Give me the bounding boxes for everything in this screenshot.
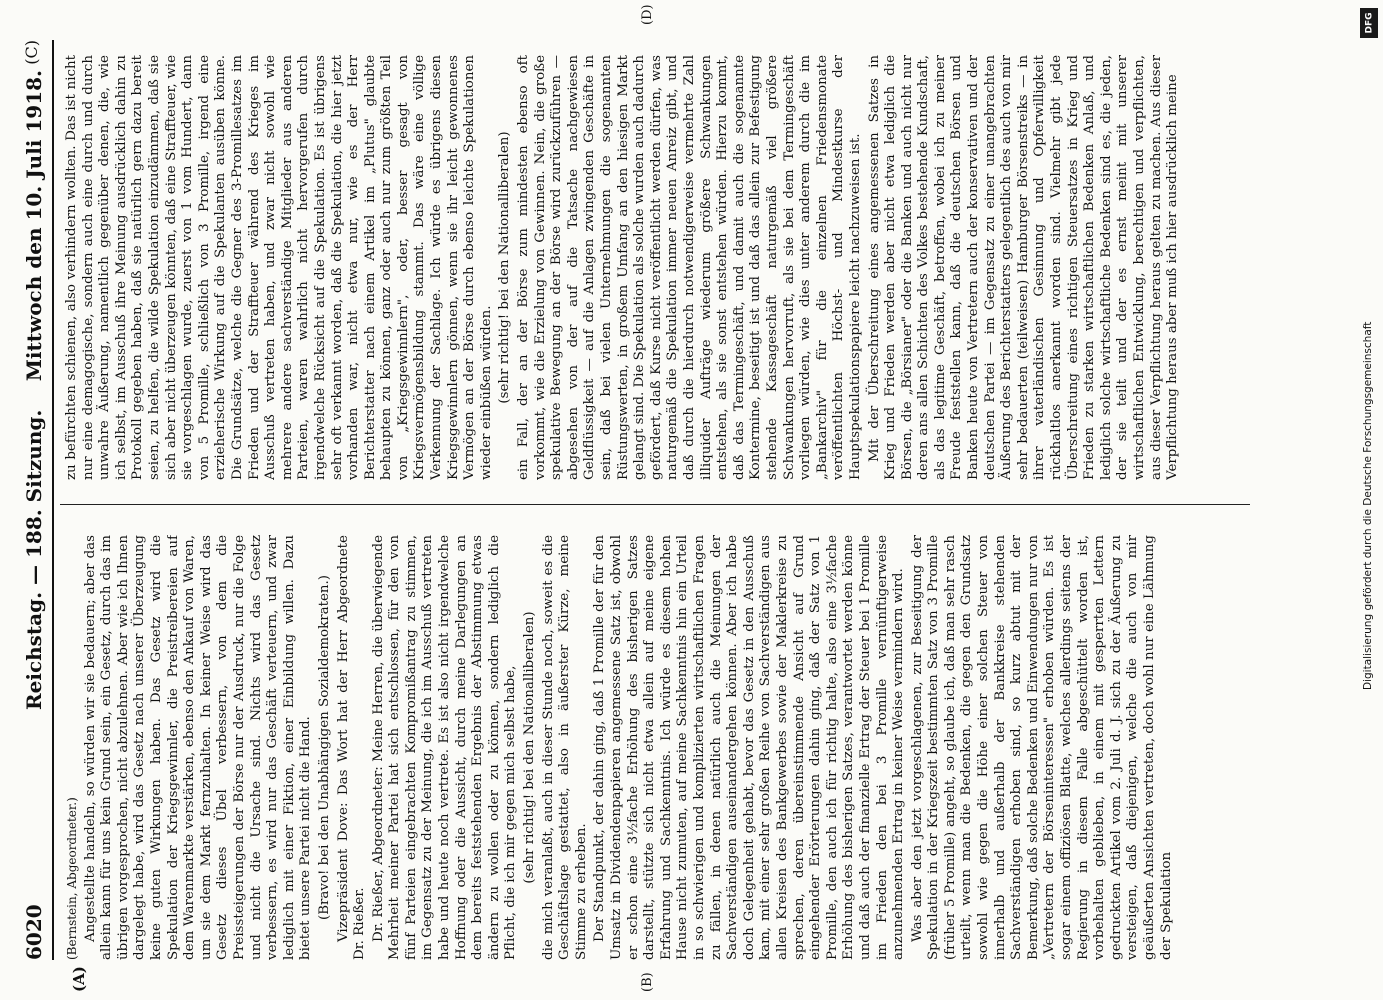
margin-mark-c: (C) (22, 40, 41, 65)
left-text-column (64, 535, 1244, 960)
page-number: 6020 (22, 904, 46, 960)
session-date: Mittwoch den 10. Juli 1918. (22, 70, 46, 382)
left-paragraph-6: (sehr richtig! bei den Nationalliberalen) (522, 611, 538, 884)
margin-mark-a: (A) (70, 966, 88, 992)
left-paragraph-4: Vizepräsident Dove: Das Wort hat der Herr Abgeordnete Dr. Rießer. (335, 535, 368, 960)
left-paragraph-8: Der Standpunkt, der dahin ging, daß 1 Promille der für den Umsatz in Dividendenpapieren angemessene Satz ist, obwohl er schon eine 3½fache Erhöhung des bisherigen Satzes darstellt, stützte sich nicht etwa allein auf meine eigene Erfahrung und Sachkenntnis. Ich würde es diesem hohen Hause nicht zumuten, auf meine Sachkenntnis hin ein Urteil in so schwierigen und komplizierten wirtschaftlichen Fragen zu fällen, in denen natürlich auch die Meinungen der Sachverständigen auseinandergehen können. Aber ich habe doch Gelegenheit gehabt, bevor das Gesetz in den Ausschuß kam, mit einer sehr großen Reihe von Sachverständigen aus allen Kreisen des Bankgewerbes sowie der Maklerkreise zu sprechen, deren übereinstimmende Ansicht auf Grund eingehender Erörterungen dahin ging, daß der Satz von 1 Promille, den auch ich für richtig halte, also eine 3½fache Erhöhung des bisherigen Satzes, verantwortet werden könne und daß auch der finanzielle Ertrag der Steuer bei 1 Promille im Frieden den bei 3 Promille vernünftigerweise anzunehmenden Ertrag in keiner Weise vermindern wird. (592, 535, 907, 960)
left-paragraph-1: (Bernstein, Abgeordneter.) (65, 797, 79, 960)
left-paragraph-3: (Bravo! bei den Unabhängigen Sozialdemokraten.) (316, 574, 332, 921)
right-paragraph-3: ein Fall, der an der Börse zum mindesten ebenso oft vorkommt, wie die Erzielung von Gewinnen. Nein, die große spekulative Bewegung an der Börse wird zurückzuführen — abgesehen von der auf die Tatsache nachgewiesen Geldflüssigkeit — auf die Anlagen zwingenden Geschäfte in sein, daß bei vielen Unternehmungen die sogenannten Rüstungswerten, in großem Umfang an den hiesigen Markt gelangt sind. Die Spekulation als solche wurden auch dadurch gefördert, daß Kurse nicht veröffentlicht werden dürfen, was naturgemäß die Spekulation immer neuen Anreiz gibt, und daß durch die hierdurch notwendigerweise vermehrte Zahl illiquider Aufträge wiederum größere Schwankungen entstehen, als sie sonst entstehen würden. Hierzu kommt, daß das Termingeschäft, und damit auch die sogenannte Kontermine, beseitigt ist und daß das allein zur Befestigung stehende Kassageschäft naturgemäß viel größere Schwankungen hervorruft, als sie bei dem Termingeschäft vorliegen würden, wie dies unter anderem durch die im „Bankarchiv" für die einzelnen Friedensmonate veröffentlichten Höchst- und Mindestkurse der Hauptspekulationspapiere leicht nachzuweisen ist. (516, 55, 863, 480)
left-paragraph-2: Angestellte handeln, so würden wir sie bedauern; aber das allein kann für uns kein Grund sein, ein Gesetz, durch das im übrigen vorgesprochen, nicht abzulehnen. Aber wie ich Ihnen dargelegt habe, wird das Gesetz nach unserer Überzeugung keine guten Wirkungen haben. Das Gesetz wird die Spekulation der Kriegsgewinnler, die Preistreibereien auf dem Warenmarkte verstärken, ebenso den Ankauf von Waren, um sie dem Markt fernzuhalten. In keiner Weise wird das Gesetz dieses Übel verbessern, von dem die Preissteigerungen der Börse nur der Ausdruck, nur die Folge und nicht die Ursache sind. Nichts wird das Gesetz verbessern, es wird nur das Geschäft verteuern, und zwar lediglich mit einer Fiktion, einer Einbildung willen. Dazu bietet unsere Partei nicht die Hand. (82, 535, 314, 960)
session-title: Reichstag. — 188. Sitzung. (22, 409, 46, 710)
right-paragraph-4: Mit der Überschreitung eines angemessenen Satzes in Krieg und Frieden werden aber nicht etwa lediglich die Börsen, die „Börsianer" oder die Banken und auch nicht nur deren ans allen Schichten des Volkes bestehende Kundschaft, als das legitime Geschäft, betroffen, wobei ich zu meiner Freude feststellen kann, daß die deutschen Börsen und Banken heute von Vertretern auch der konservativen und der deutschen Partei — im Gegensatz zu einer unangebrachten Äußerung des Berichterstatters gelegentlich des auch von mir sehr bedauerten (teilweisen) Hamburger Börsenstreiks — in ihrer vaterländischen Gesinnung und Opferwilligkeit rückhaltlos anerkannt worden sind. Vielmehr gibt jede Überschreitung eines richtigen Steuersatzes in Krieg und Frieden zu starken wirtschaftlichen Bedenken Anlaß, und lediglich solche wirtschaftliche Bedenken sind es, die jeden, der sie teilt und der es ernst meint mit unserer wirtschaftlichen Entwicklung, berechtigen und verpflichten, aus dieser Verpflichtung heraus gelten zu machen. Aus dieser Verpflichtung heraus aber muß ich hier ausdrücklich meine (866, 55, 1181, 480)
digitization-credit: Digitalisierung gefördert durch die Deutsche Forschungsgemeinschaft (1362, 321, 1374, 690)
right-text-column (64, 55, 1244, 480)
left-paragraph-5: Dr. Rießer, Abgeordneter: Meine Herren, die überwiegende Mehrheit meiner Partei hat sich entschlossen, für den von fünf Parteien eingebrachten Kompromißantrag zu stimmen, im Gegensatz zu der Meinung, die ich im Ausschuß vertreten habe und heute noch vertrete. Es ist also nicht irgendwelche Hoffnung oder die Aussicht, durch meine Darlegungen an dem bereits feststehenden Ergebnis der Abstimmung etwas ändern zu wollen oder zu können, sondern lediglich die Pflicht, die ich mir gegen mich selbst habe, (370, 535, 519, 960)
margin-mark-b: (B) (640, 972, 655, 992)
dfg-logo: DFG (1360, 8, 1378, 38)
left-paragraph-7: die mich veranlaßt, auch in dieser Stunde noch, soweit es die Geschäftslage gestattet, also in äußerster Kürze, meine Stimme zu erheben. (540, 535, 589, 960)
right-paragraph-2: (sehr richtig! bei den Nationalliberalen) (497, 131, 513, 404)
right-paragraph-1: zu befürchten schienen, also verhindern wollten. Das ist nicht nur eine demagogische, sondern auch eine durch und durch unwahre Äußerung, namentlich gegenüber denen, die, wie ich selbst, im Ausschuß ihre Meinung ausdrücklich dahin zu Protokoll gegeben haben, daß sie natürlich gern dazu bereit seien, zu helfen, die wilde Spekulation einzudämmen, daß sie sich aber nicht überzeugen könnten, daß eine Straffteuer, wie sie vorgeschlagen wurde, zuerst von 1 vom Hundert, dann von 5 Promille, schließlich von 3 Promille, irgend eine erzieherische Wirkung auf die Spekulanten ausüben könne. Die Grundsätze, welche die Gegner des 3-Promillesatzes im Frieden und der Straffteuer während des Krieges im Ausschuß vertreten haben, und zwar nicht sowohl wie mehrere andere sachverständige Mitglieder aus anderen Parteien, waren wahrlich nicht hervorgerufen durch irgendwelche Rücksicht auf die Spekulation. Es ist übrigens sehr oft verkannt worden, daß die Spekulation, die hier jetzt vorhanden war, nicht etwa nur, wie es der Herr Berichterstatter nach einem Artikel im „Plutus" glaubte behaupten zu können, ganz oder auch nur zum größten Teil von „Kriegsgewinnlern", oder, besser gesagt von Kriegsvermögensbildung stammt. Das wäre eine völlige Verkennung der Sachlage. Ich würde es übrigens diesen Kriegsgewinnlern gönnen, wenn sie ihr leicht gewonnenes Vermögen an der Börse durch ebenso leichte Spekulationen wieder einbüßen würden. (64, 55, 494, 480)
left-paragraph-9: Was aber den jetzt vorgeschlagenen, zur Beseitigung der Spekulation in der Kriegszeit bestimmten Satz von 3 Promille (früher 5 Promille) angeht, so glaube ich, daß man sehr rasch urteilt, wenn man die Bedenken, die gegen den Grundsatz sowohl wie gegen die Höhe einer solchen Steuer von innerhalb und außerhalb der Bankkreise stehenden Sachverständigen erhoben sind, so kurz abtut mit der Bemerkung, daß solche Bedenken und Einwendungen nur von „Vertretern der Börseninteressen" erhoben würden. Es ist sogar einem offiziösen Blatte, welches allerdings seitens der Regierung in diesem Falle abgeschüttelt worden ist, vorbehalten geblieben, in einem mit gesperrten Lettern gedruckten Artikel vom 2. Juli d. J. sich zu der Äußerung zu versteigen, daß diejenigen, welche die auch von mir geäußerten Ansichten vertreten, doch wohl nur eine Lähmung der Spekulation (909, 535, 1174, 960)
margin-mark-d: (D) (640, 4, 655, 25)
page-header (18, 40, 54, 960)
column-divider (60, 504, 1250, 505)
